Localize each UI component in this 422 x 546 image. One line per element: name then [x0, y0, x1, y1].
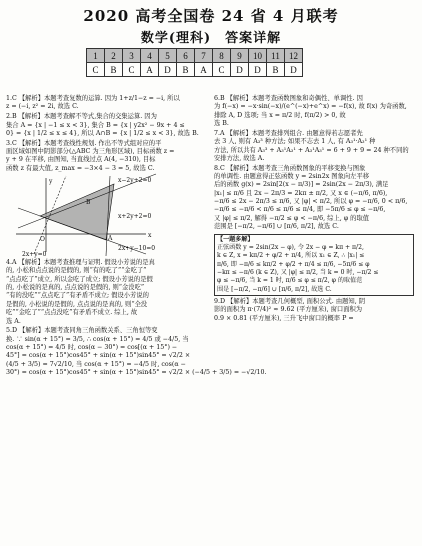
answer-number-cell: 10: [249, 49, 267, 63]
answer-number-row: [87, 49, 303, 63]
answer-letter-cell: C: [213, 63, 231, 77]
explanation-line: 安排方法, 故选 A.: [214, 154, 265, 162]
explanation-line: y + 9 在平移, 由图知, 当直线过点 A(4, −310), 目标: [6, 156, 156, 164]
explanation-line: 的, 小松说的是真的, 点点说的是假的, 则“金没吃”: [6, 284, 145, 292]
x-axis-label: x: [148, 232, 152, 240]
answer-number-cell: 1: [87, 49, 105, 63]
explanation-line: φ ≤ −π/6, 当 k = 1 时, π/6 ≤ φ ≤ π/2, φ 的取值范: [217, 277, 363, 285]
answer-letter-cell: D: [231, 63, 249, 77]
answer-letter-cell: D: [249, 63, 267, 77]
y-axis-label: y: [49, 178, 53, 186]
explanation-line: 集合 A = {x | −1 ≤ x < 3}, 集合 B = {x | y2x² − 9x + 4 ≤: [6, 121, 185, 129]
explanation-line: 是假的, 小松说的是假的, 点点说的是真的, 则“全没: [6, 300, 148, 308]
explanation-line: “点点吃了”成立, 所以金吃了成立; 假设小芳说的是假: [6, 275, 153, 283]
explanation-line: 3.C 【解析】本题考查线性规划. 作出不等式组对应的平: [6, 139, 162, 147]
explanation-line: 影的面积为 π·(7/4)² ≈ 9.62 (平方厘米), 窗口面积为: [214, 306, 363, 314]
answer-letter-cell: C: [123, 63, 141, 77]
answer-number-cell: 6: [177, 49, 195, 63]
explanation-line: 吃”“金吃了”“点点没吃”有矛盾不成立. 综上, 故: [6, 309, 138, 317]
explanation-line: 正弦函数 y = 2sin(2x − φ), 令 2x − φ = kπ + π/2,: [217, 243, 364, 251]
answer-number-cell: 12: [285, 49, 303, 63]
answer-letter-cell: C: [87, 63, 105, 77]
answer-number-cell: 2: [105, 49, 123, 63]
answer-number-cell: 7: [195, 49, 213, 63]
explanation-line: z = (−i, z² = 2i, 故选 C.: [6, 103, 79, 111]
explanation-line: 1.C 【解析】本题考查复数的运算. 因为 1+z/1−z = −i, 所以: [6, 95, 180, 102]
explanation-line: 面区域如图中阴影部分(△ABC 为三角形区域), 目标函数 z =: [6, 148, 175, 156]
explanation-line: 排除 A, D 选项; 当 x = π/2 时, f(π/2) > 0, 故: [214, 111, 346, 119]
answer-letter-cell: B: [105, 63, 123, 77]
explanations-6-8: [214, 95, 414, 232]
explanation-line: 选 A.: [6, 317, 21, 325]
explanation-line: 的, 小松和点点说的是假的, 则“有的吃了”“金吃了”: [6, 267, 147, 275]
explanation-line: |x₁| ≤ π/6 且 2x − 2π/3 = 2kπ ± π/2, 又 x ∈ (−π/6, π/6),: [214, 189, 388, 197]
explanation-line: 范围是 [−π/2, −π/6] ∪ [π/6, π/2], 故选 C.: [214, 223, 339, 231]
answer-letter-cell: B: [177, 63, 195, 77]
boundary-label-2: x+2y+2=0: [118, 213, 152, 221]
explanation-line: k ∈ Z, x = kπ/2 + φ/2 + π/4, 所以 x₁ ∈ Z, ∴ |x₁| ≤: [217, 252, 365, 260]
explanation-line: 又 |φ| ≤ π/2, 解得 −π/2 ≤ φ < −π/6, 综上, φ 的取值: [214, 214, 370, 222]
explanation-line: cos(α + 15°) = 4/5 时, cos(α − 30°) = cos[(α + 15°) −: [6, 344, 178, 352]
answer-key-table: [86, 48, 303, 77]
page-title: 2020 高考全国卷 24 省 4 月联考: [83, 7, 339, 25]
explanation-line: 4.A 【解析】本题考查推理与证明. 假设小芳说的是真: [6, 259, 155, 267]
explanation-line: 方法, 所以共有 A₃³ + A₃¹A₃¹ + A₃¹A₃¹ = 6 + 9 + 9 = 24 种不同的: [214, 146, 409, 154]
answer-letter-cell: A: [141, 63, 159, 77]
answer-letter-cell: B: [267, 63, 285, 77]
explanation-line: 围是 [−π/2, −π/6] ∪ [π/6, π/2], 故选 C.: [217, 285, 332, 293]
explanations-9: [214, 298, 414, 323]
answer-number-cell: 5: [159, 49, 177, 63]
explanation-line: 2.B 【解析】本题考查解不等式,集合的交集运算. 因为: [6, 113, 157, 121]
alternate-solution-text: [217, 244, 411, 294]
point-b-label: B: [86, 199, 91, 207]
answer-number-cell: 11: [267, 49, 285, 63]
explanation-line: 8.C 【解析】本题考查三角函数图象的平移变换与图象: [214, 164, 366, 172]
boundary-label-3: 2x+y−10=0: [118, 245, 156, 253]
answer-letter-cell: A: [195, 63, 213, 77]
explanation-line: 去 3 人, 则有 A₃³ 种方法; 如果不志去 1 人, 有 A₃¹·A₃¹ 种: [214, 138, 376, 146]
explanation-line: 5.D 【解析】本题考查同角三角函数关系、三角恒等变: [6, 327, 158, 335]
explanations-1-3: [6, 95, 206, 173]
explanation-line: 9.D 【解析】本题考查几何概型, 面积公式. 由题知, 阴: [214, 297, 366, 305]
explanation-line: 选 B.: [214, 120, 229, 128]
explanation-line: 45°] = cos(α + 15°)cos45° + sin(α + 15°)sin45° = √2/2 ×: [6, 352, 191, 360]
explanation-line: 6.B 【解析】本题考查函数图象和奇偶性、单调性. 因: [214, 95, 363, 102]
explanation-line: 30°) = cos(α + 15°)cos45° + sin(α + 15°)sin45° = √2/2 × (−4/5 + 3/5) = −√2/10.: [6, 369, 267, 377]
answer-letter-cell: D: [159, 63, 177, 77]
point-a-label: A: [108, 235, 113, 243]
answer-number-cell: 9: [231, 49, 249, 63]
explanation-line: 后的函数 g(x) = 2sin[2(x − π/3)] = 2sin(2x − 2π/3), 满足: [214, 181, 389, 189]
explanation-line: 换. ∵ sin(α + 15°) = 3/5, ∴ cos(α + 15°) = 4/5 或 −4/5, 当: [6, 335, 189, 343]
explanation-line: 0} = {x | 1/2 ≤ x ≤ 4}, 所以 A∩B = {x | 1/2 ≤ x < 3}, 故选 B.: [6, 129, 199, 137]
feasible-region: [40, 184, 114, 243]
feasible-region-figure: [6, 174, 206, 258]
explanations-4-5: [6, 259, 267, 377]
explanation-line: −kπ ≤ −π/6 (k ∈ Z), 又 |φ| ≤ π/2, 当 k = 0 时, −π/2 ≤: [217, 268, 379, 276]
explanation-line: −π/6 ≤ 2x − 2π/3 ≤ π/6, 又 |φ| < π/2, 所以 φ = −π/6, 0 < π/6,: [214, 198, 408, 206]
answer-number-cell: 8: [213, 49, 231, 63]
explanation-line: “有的没吃”“点点吃了”有矛盾不成立; 假设小芳说的: [6, 292, 149, 300]
explanation-line: (4/5 + 3/5) = 7√2/10, 当 cos(α + 15°) = −4/5 时, cos(α −: [6, 360, 186, 368]
explanation-line: π/6, 即 −π/6 ≤ kπ/2 + φ/2 + π/4 ≤ π/6, −5π/6 ≤ φ: [217, 260, 370, 268]
answer-letter-row: [87, 63, 303, 77]
origin-label: O: [40, 236, 45, 244]
explanation-line: 的单调性. 由题意得正弦函数 y = 2sin2x 图象向左平移: [214, 173, 370, 181]
objective-label: 2x+y=0: [22, 251, 47, 259]
explanation-line: 7.A 【解析】本题考查排列组合. 由题意得若志愿者先: [214, 129, 363, 137]
page-subtitle: 数学(理科) 答案详解: [140, 31, 282, 46]
explanation-line: 函数 z 有最大值, z_max = −3×4 − 3 = 5, 故选 C.: [6, 164, 155, 172]
explanation-line: −π/6 ≤ −π/6 < π/6 ≤ π/6 ≤ π/4, 即 −5π/6 ≤ φ ≤ −π/6,: [214, 206, 386, 214]
alternate-solution-box: [214, 234, 414, 296]
alternate-solution-heading: 【一题多解】: [217, 235, 254, 243]
answer-letter-cell: D: [285, 63, 303, 77]
answer-number-cell: 3: [123, 49, 141, 63]
explanation-line: 0.9 × 0.81 (平方厘米), 三升飞中窗口的概率 P =: [214, 314, 354, 322]
boundary-label-1: x−2y+2=0: [118, 177, 152, 185]
answer-number-cell: 4: [141, 49, 159, 63]
explanation-line: 为 f(−x) = −x·sin(−x)/(e^(−x)+e^x) = −f(x), 故 f(x) 为奇函数,: [214, 103, 407, 111]
right-column: [214, 95, 414, 546]
